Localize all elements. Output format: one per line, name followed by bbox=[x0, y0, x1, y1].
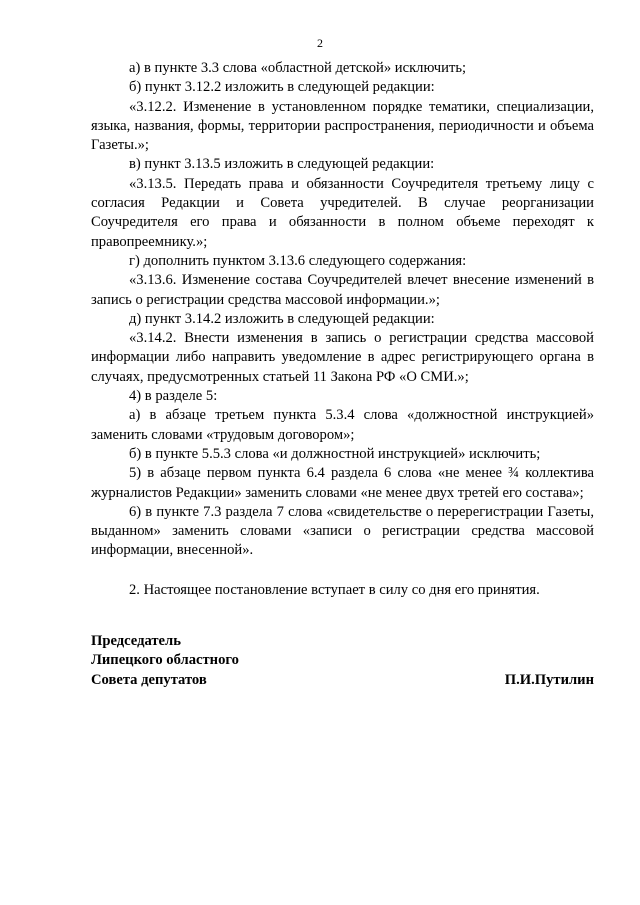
amendment-paragraph: «3.13.5. Передать права и обязанности Соучредителя третьему лицу с согласия Редакции и Совета учредителей. В случае реорганизации Соучредителя его права и обязанности в полном объеме переходят к правопреемнику.»; bbox=[91, 175, 594, 250]
amendment-paragraph: б) пункт 3.12.2 изложить в следующей редакции: bbox=[129, 79, 435, 96]
amendment-paragraph: «3.12.2. Изменение в установленном порядке тематики, специализации, языка, названия, формы, территории распространения, периодичности и объема Газеты.»; bbox=[91, 98, 594, 154]
signatory-title-line: Председатель bbox=[91, 633, 181, 649]
amendment-paragraph: б) в пункте 5.5.3 слова «и должностной инструкцией» исключить; bbox=[129, 445, 541, 462]
final-paragraph: 2. Настоящее постановление вступает в силу со дня его принятия. bbox=[129, 581, 540, 598]
amendment-paragraph: г) дополнить пунктом 3.13.6 следующего содержания: bbox=[129, 252, 467, 269]
signatory-name: П.И.Путилин bbox=[504, 671, 594, 688]
page-number: 2 bbox=[317, 36, 323, 50]
amendment-paragraph: д) пункт 3.14.2 изложить в следующей редакции: bbox=[129, 310, 435, 327]
amendment-paragraph: 6) в пункте 7.3 раздела 7 слова «свидетельстве о перерегистрации Газеты, выданном» заменить словами «записи о регистрации средства массовой информации, внесенной». bbox=[91, 503, 594, 559]
amendment-paragraph: «3.13.6. Изменение состава Соучредителей влечет внесение изменений в запись о регистрации средства массовой информации.»; bbox=[91, 272, 594, 308]
document-body bbox=[91, 59, 594, 600]
amendment-paragraph: 4) в разделе 5: bbox=[129, 388, 218, 405]
signatory-title-line: Совета депутатов bbox=[91, 671, 207, 688]
signature-block bbox=[91, 632, 594, 690]
signatory-title-line: Липецкого областного bbox=[91, 652, 239, 669]
amendment-paragraph: «3.14.2. Внести изменения в запись о регистрации средства массовой информации либо направить уведомление в адрес регистрирующего органа в случаях, предусмотренных статьей 11 Закона РФ «О СМИ.»; bbox=[91, 330, 594, 385]
amendment-paragraph: а) в абзаце третьем пункта 5.3.4 слова «должностной инструкцией» заменить словами «трудовым договором»; bbox=[91, 407, 594, 443]
amendment-paragraph: 5) в абзаце первом пункта 6.4 раздела 6 слова «не менее ¾ коллектива журналистов Редакции» заменить словами «не менее двух третей его состава»; bbox=[91, 465, 594, 501]
amendment-paragraph: в) пункт 3.13.5 изложить в следующей редакции: bbox=[129, 156, 435, 173]
amendment-paragraph: а) в пункте 3.3 слова «областной детской» исключить; bbox=[129, 60, 467, 76]
